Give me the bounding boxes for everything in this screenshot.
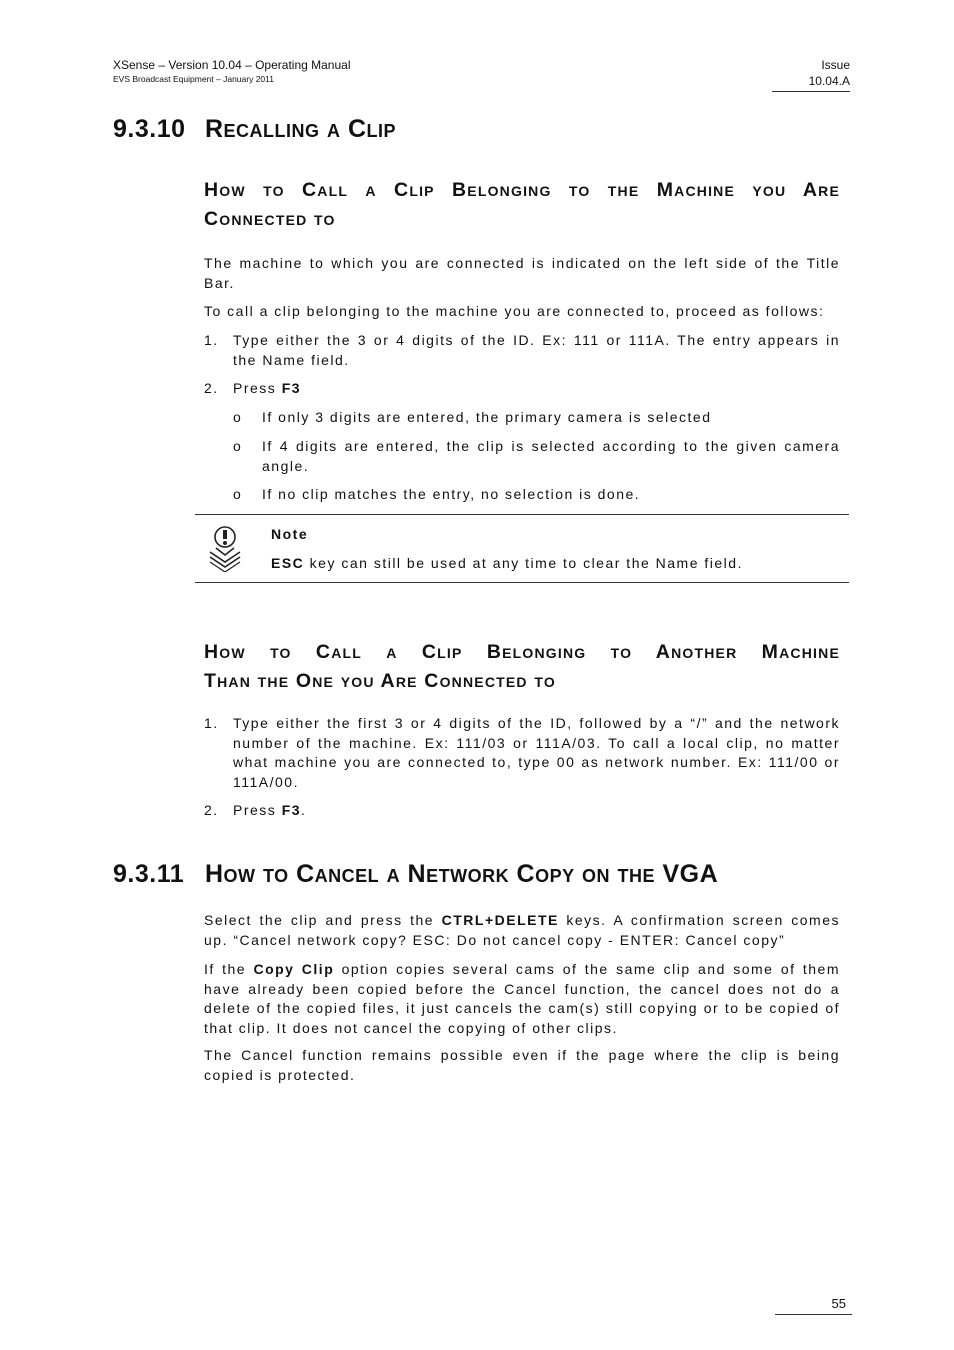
bullet-marker: o	[233, 438, 243, 454]
key-esc: ESC	[271, 555, 305, 571]
subsection-title-line2: Than the One you Are Connected to	[204, 670, 556, 692]
paragraph-text: If the	[204, 961, 254, 977]
list-number: 2.	[204, 802, 219, 818]
list-item	[204, 714, 840, 792]
bullet-item	[233, 408, 840, 428]
bullet-item	[233, 437, 840, 476]
subsection-title-line1: How to Call a Clip Belonging to the Machine you Are	[204, 179, 840, 201]
section-title: Recalling a Clip	[205, 115, 396, 143]
paragraph-protected: The Cancel function remains possible even if the page where the clip is being copied is protected.	[204, 1047, 840, 1083]
footer-rule	[775, 1314, 852, 1315]
paragraph-text: keys. A confirmation screen comes up. “Cancel network copy? ESC: Do not cancel copy - ENTER: Cancel copy”	[204, 912, 840, 948]
key-ctrl-delete: CTRL+DELETE	[441, 912, 559, 928]
section-heading-9-3-10	[113, 115, 396, 144]
list-item	[204, 379, 840, 399]
paragraph-confirmation	[204, 911, 840, 950]
paragraph-text: option copies several cams of the same clip and some of them have already been copied before the Cancel function, the cancel does not do a delete of the copied files, it just cancels the cam(s) still copying or to be copied of that clip. It does not cancel the copying of other clips.	[204, 961, 840, 1036]
list-number: 2.	[204, 380, 219, 396]
page-header	[113, 58, 351, 84]
bullet-marker: o	[233, 409, 243, 425]
note-body: key can still be used at any time to clear the Name field.	[304, 555, 743, 571]
list-text: Type either the 3 or 4 digits of the ID. Ex: 111 or 111A. The entry appears in the Name field.	[233, 332, 840, 368]
note-bottom-rule	[195, 582, 849, 583]
document-title: XSense – Version 10.04 – Operating Manual	[113, 58, 351, 72]
bullet-marker: o	[233, 486, 243, 502]
issue-label: Issue	[821, 58, 850, 72]
list-item	[204, 801, 840, 821]
note-text	[271, 555, 743, 571]
list-text-prefix: Press	[233, 380, 282, 396]
section-heading-9-3-11	[113, 860, 718, 889]
list-text-prefix: Press	[233, 802, 282, 818]
paragraph-copy-clip	[204, 960, 840, 1038]
page-number: 55	[831, 1296, 846, 1311]
list-text-suffix: .	[301, 802, 307, 818]
note-top-rule	[195, 514, 849, 515]
note-title: Note	[271, 526, 309, 542]
list-text	[233, 801, 840, 821]
bullet-text: If 4 digits are entered, the clip is selected according to the given camera angle.	[262, 438, 840, 474]
subsection-heading-another-machine	[204, 638, 840, 696]
paragraph-proceed: To call a clip belonging to the machine you are connected to, proceed as follows:	[204, 303, 825, 319]
list-number: 1.	[204, 332, 219, 348]
header-rule	[772, 91, 850, 92]
subsection-heading-same-machine	[204, 176, 840, 234]
document-subtitle: EVS Broadcast Equipment – January 2011	[113, 74, 274, 84]
copy-clip-option: Copy Clip	[253, 961, 335, 977]
subsection-title-line1: How to Call a Clip Belonging to Another Machine	[204, 641, 840, 663]
list-item	[204, 331, 840, 370]
key-f3: F3	[281, 802, 302, 818]
paragraph-title-bar: The machine to which you are connected is indicated on the left side of the Title Bar.	[204, 255, 840, 291]
key-f3: F3	[281, 380, 302, 396]
section-number: 9.3.11	[113, 860, 185, 888]
bullet-text: If no clip matches the entry, no selection is done.	[262, 486, 641, 502]
list-number: 1.	[204, 715, 219, 731]
bullet-item	[233, 485, 840, 505]
section-title-vga: VGA	[662, 860, 719, 888]
list-text	[233, 379, 840, 399]
list-text: Type either the first 3 or 4 digits of the ID, followed by a “/” and the network number of the machine. Ex: 111/03 or 111A/03. To call a local clip, no matter what machine you are connected to, type 00 as network number. Ex: 111/00 or 111A/00.	[233, 715, 840, 790]
paragraph-text: Select the clip and press the	[204, 912, 442, 928]
bullet-text: If only 3 digits are entered, the primary camera is selected	[262, 409, 712, 425]
section-title: How to Cancel a Network Copy on the	[205, 860, 663, 888]
issue-number: 10.04.A	[808, 74, 850, 88]
note-icon	[206, 524, 242, 572]
subsection-title-line2: Connected to	[204, 208, 336, 230]
issue-block	[770, 58, 850, 88]
section-number: 9.3.10	[113, 115, 186, 143]
